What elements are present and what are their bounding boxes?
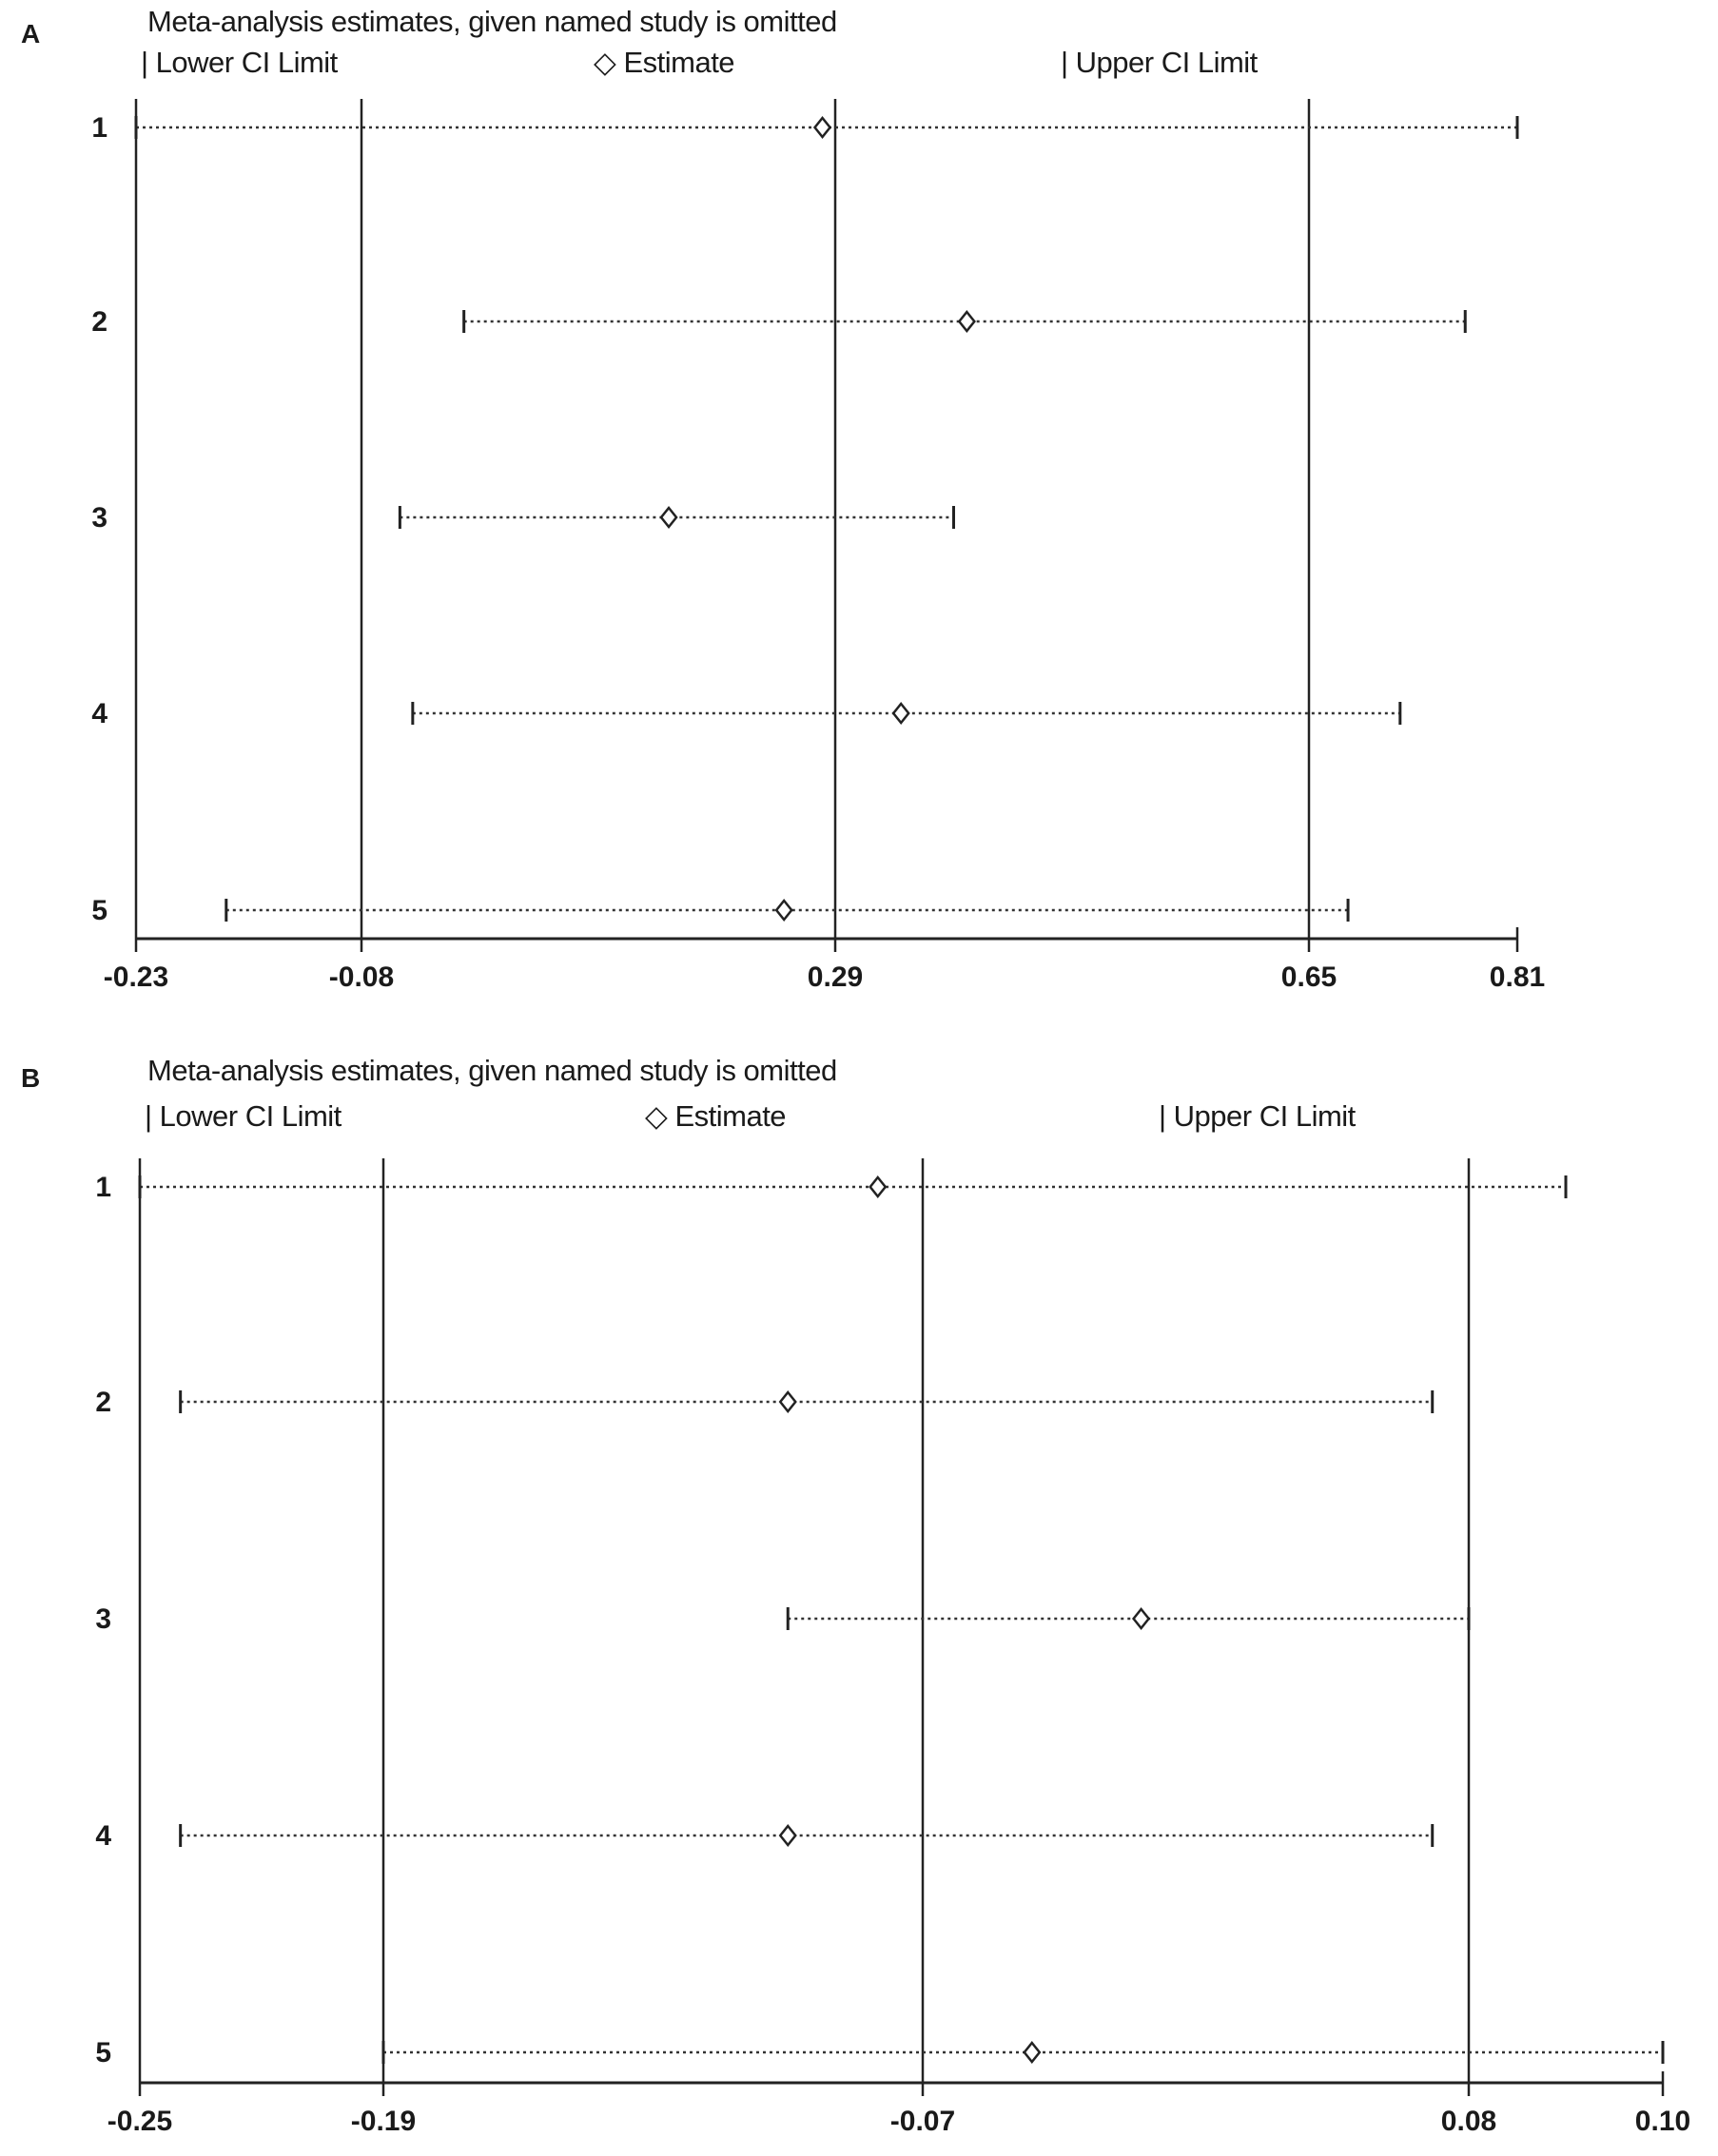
panel-b-x-tick-label: -0.07: [889, 2106, 956, 2137]
panel-a-x-tick-label: 0.29: [807, 961, 864, 993]
panel-b-estimate-diamond-icon: [1134, 1609, 1149, 1628]
panel-a-legend-upper: | Upper CI Limit: [1061, 46, 1258, 79]
panel-a-x-tick-label: -0.08: [328, 961, 395, 993]
panel-b-estimate-diamond-icon: [780, 1392, 795, 1411]
panel-b-x-tick-label: -0.19: [350, 2106, 417, 2137]
panel-b-x-tick-label: 0.10: [1634, 2106, 1691, 2137]
panel-a-legend-lower: | Lower CI Limit: [141, 46, 338, 79]
panel-b-title: Meta-analysis estimates, given named study is omitted: [147, 1054, 837, 1087]
panel-a-x-tick-label: 0.81: [1489, 961, 1546, 993]
panel-a-legend-estimate: ◇ Estimate: [594, 46, 735, 79]
panel-a-study-label: 2: [91, 306, 107, 338]
panel-b-estimate-diamond-icon: [870, 1177, 886, 1196]
panel-a-study-label: 1: [91, 112, 107, 144]
panel-a-study-label: 4: [91, 698, 107, 729]
panel-b-legend-lower: | Lower CI Limit: [145, 1099, 342, 1133]
panel-a-estimate-diamond-icon: [959, 312, 974, 331]
panel-b-study-label: 3: [95, 1603, 111, 1635]
panel-b-study-label: 1: [95, 1172, 111, 1203]
panel-b-study-label: 4: [95, 1820, 111, 1852]
panel-b-estimate-diamond-icon: [780, 1826, 795, 1845]
panel-a-x-tick-label: 0.65: [1280, 961, 1337, 993]
panel-a-estimate-diamond-icon: [893, 704, 908, 723]
panel-a-estimate-diamond-icon: [661, 508, 676, 527]
panel-b-x-tick-label: -0.25: [107, 2106, 173, 2137]
panel-b-estimate-diamond-icon: [1025, 2043, 1040, 2062]
panel-b-letter: B: [21, 1063, 41, 1093]
panel-a-letter: A: [21, 19, 41, 49]
panel-a-estimate-diamond-icon: [776, 901, 791, 920]
panel-a-title: Meta-analysis estimates, given named study is omitted: [147, 5, 837, 38]
panel-b-study-label: 2: [95, 1387, 111, 1418]
panel-a-estimate-diamond-icon: [815, 118, 830, 137]
panel-b-legend-estimate: ◇ Estimate: [645, 1099, 787, 1133]
panel-b-study-label: 5: [95, 2037, 111, 2069]
panel-a-study-label: 5: [91, 895, 107, 926]
panel-a-x-tick-label: -0.23: [103, 961, 169, 993]
panel-a-study-label: 3: [91, 502, 107, 534]
panel-b-x-tick-label: 0.08: [1440, 2106, 1497, 2137]
panel-b-legend-upper: | Upper CI Limit: [1159, 1099, 1356, 1133]
